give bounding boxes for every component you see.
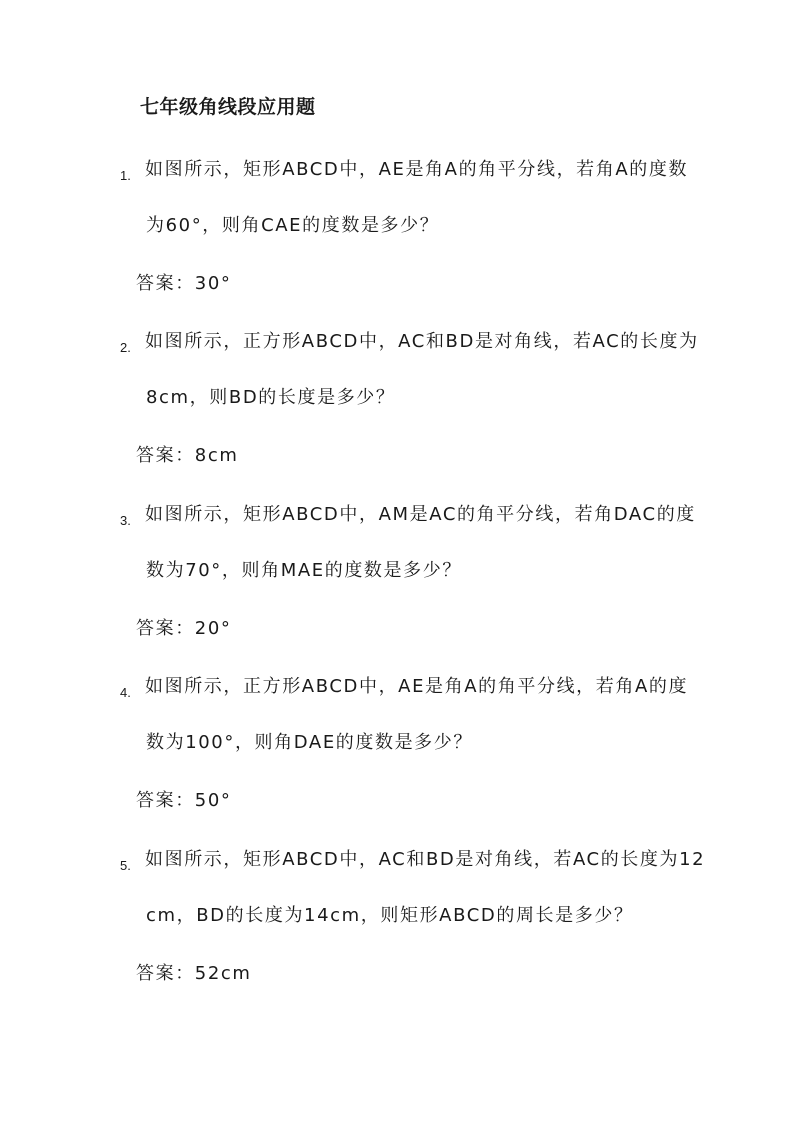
question-number: 3.	[120, 513, 131, 528]
question-text-line-1: 如图所示，矩形ABCD中，AM是AC的角平分线，若角DAC的度	[145, 504, 696, 525]
question-text-line-1: 如图所示，正方形ABCD中，AC和BD是对角线，若AC的长度为	[145, 331, 699, 352]
answer-text: 答案：30°	[136, 273, 232, 294]
question-number: 4.	[120, 685, 131, 700]
question-text-line-2: 数为70°，则角MAE的度数是多少？	[146, 560, 462, 581]
answer-text: 答案：50°	[136, 790, 232, 811]
question-text-line-1: 如图所示，矩形ABCD中，AE是角A的角平分线，若角A的度数	[145, 159, 689, 180]
question-text-line-1: 如图所示，正方形ABCD中，AE是角A的角平分线，若角A的度	[145, 676, 689, 697]
question-number: 5.	[120, 858, 131, 873]
answer-text: 答案：8cm	[136, 445, 239, 466]
answer-text: 答案：52cm	[136, 963, 252, 984]
question-text-line-2: cm，BD的长度为14cm，则矩形ABCD的周长是多少？	[146, 905, 634, 926]
question-text-line-2: 为60°，则角CAE的度数是多少？	[146, 215, 440, 236]
question-number: 1.	[120, 168, 131, 183]
question-number: 2.	[120, 340, 131, 355]
question-text-line-1: 如图所示，矩形ABCD中，AC和BD是对角线，若AC的长度为12	[145, 849, 706, 870]
question-text-line-2: 数为100°，则角DAE的度数是多少？	[146, 732, 473, 753]
question-text-line-2: 8cm，则BD的长度是多少？	[146, 387, 396, 408]
document-title: 七年级角线段应用题	[140, 96, 316, 118]
answer-text: 答案：20°	[136, 618, 232, 639]
